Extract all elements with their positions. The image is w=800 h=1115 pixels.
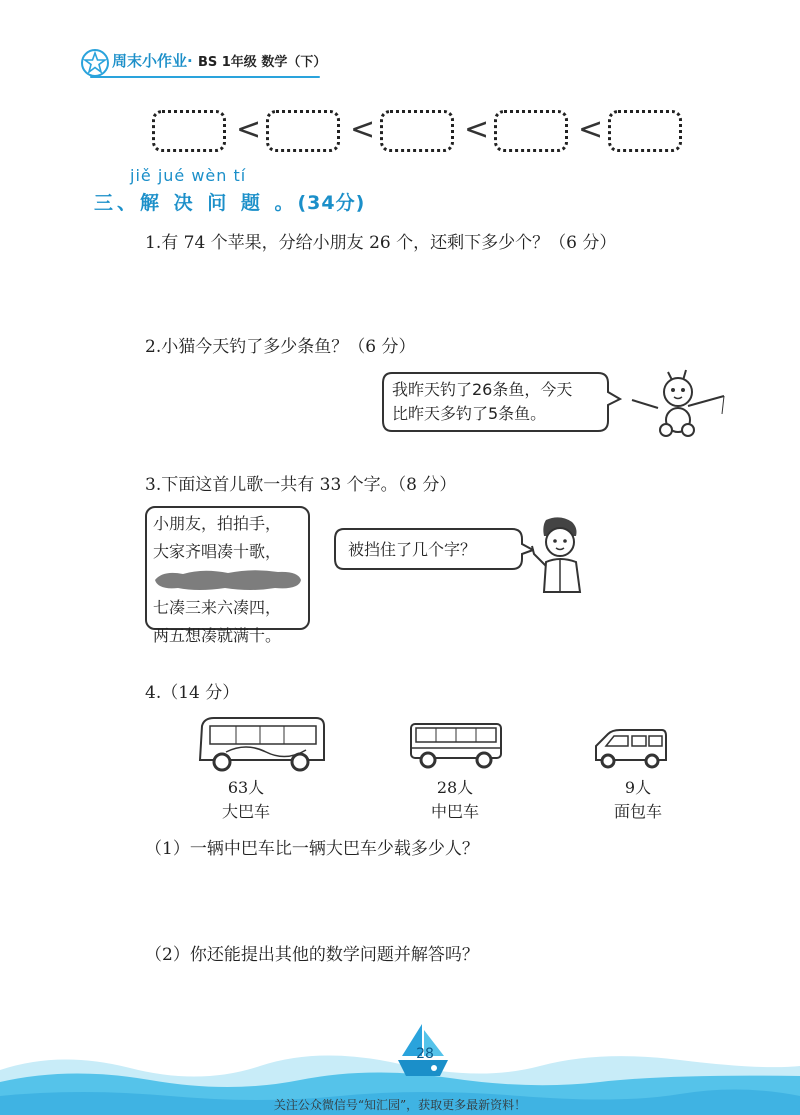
poem-box	[145, 506, 310, 645]
vehicle-minibus-name: 中巴车	[430, 802, 479, 821]
section-title-text: 三、解 决 问 题 。	[94, 192, 298, 214]
cat-bubble-line-1: 我昨天钓了26条鱼，今天	[392, 380, 573, 399]
vehicle-minibus-count: 28人	[436, 778, 474, 797]
cat-bubble-line-2: 比昨天多钓了5条鱼。	[392, 404, 547, 423]
less-than-sign-4: <	[578, 112, 604, 147]
less-than-sign-2: <	[350, 112, 376, 147]
less-than-sign-1: <	[236, 112, 262, 147]
page-number: 28	[416, 1046, 434, 1062]
answer-box-1[interactable]	[152, 110, 226, 152]
logo-icon	[80, 48, 110, 78]
section-score: (34分)	[297, 192, 366, 214]
cat-fishing-illustration	[628, 362, 728, 442]
answer-box-5[interactable]	[608, 110, 682, 152]
header-underline	[90, 76, 320, 78]
van-icon	[592, 724, 668, 770]
vehicle-van-label	[588, 776, 688, 824]
header-title	[112, 50, 326, 71]
answer-box-4[interactable]	[494, 110, 568, 152]
poem-line-4: 七凑三来六凑四，	[153, 598, 282, 617]
vehicle-bus-count: 63人	[227, 778, 265, 797]
cat-bubble-text	[392, 378, 572, 426]
question-4: 4.（14 分）	[145, 683, 240, 703]
section-title	[94, 188, 365, 215]
question-4-part-2: （2）你还能提出其他的数学问题并解答吗？	[145, 945, 479, 965]
boy-illustration	[520, 514, 590, 594]
header-dot: ·	[187, 52, 193, 70]
question-3: 3.下面这首儿歌一共有 33 个字。（8 分）	[145, 475, 457, 495]
vehicle-van-name: 面包车	[613, 802, 662, 821]
answer-box-2[interactable]	[266, 110, 340, 152]
header-subtitle: BS 1年级 数学（下）	[197, 55, 327, 70]
vehicle-van-count: 9人	[624, 778, 652, 797]
vehicle-minibus-label	[405, 776, 505, 824]
poem-line-1: 小朋友，拍拍手，	[153, 514, 282, 533]
footer-note: 关注公众微信号“知汇园”，获取更多最新资料！	[273, 1098, 527, 1112]
header-title-text: 周末小作业	[112, 52, 188, 70]
big-bus-icon	[196, 716, 326, 772]
poem-line-2: 大家齐唱凑十歌，	[153, 542, 282, 561]
boy-bubble-text: 被挡住了几个字？	[348, 540, 477, 559]
vehicle-bus-label	[196, 776, 296, 824]
question-4-part-1: （1）一辆中巴车比一辆大巴车少载多少人？	[145, 839, 479, 859]
poem-line-hidden	[153, 566, 308, 594]
vehicle-bus-name: 大巴车	[221, 802, 270, 821]
less-than-sign-3: <	[464, 112, 490, 147]
minibus-icon	[408, 718, 504, 770]
section-pinyin: jiě jué wèn tí	[130, 166, 247, 185]
answer-box-3[interactable]	[380, 110, 454, 152]
question-2: 2.小猫今天钓了多少条鱼？（6 分）	[145, 337, 416, 357]
poem-line-5: 两五想凑就满十。	[153, 626, 282, 645]
question-1: 1.有 74 个苹果，分给小朋友 26 个，还剩下多少个？（6 分）	[145, 233, 617, 253]
ink-blot	[153, 566, 303, 594]
